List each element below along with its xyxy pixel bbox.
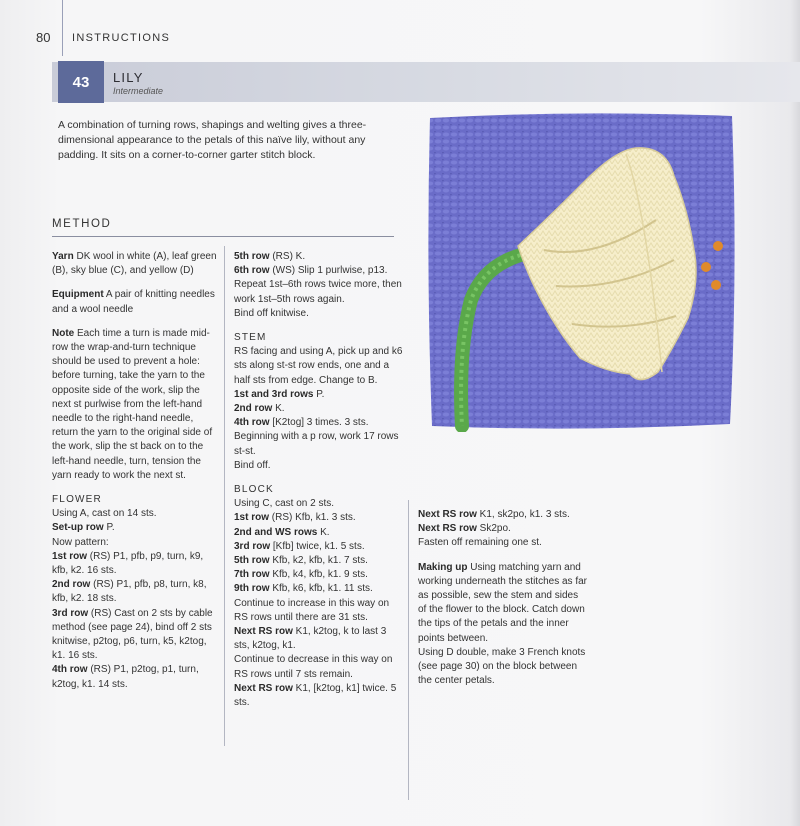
row-label: 5th row bbox=[234, 251, 270, 262]
equipment-text: A pair of knitting needles and a wool needle bbox=[52, 289, 215, 315]
row-text: Sk2po. bbox=[476, 523, 511, 535]
equipment-paragraph bbox=[52, 288, 218, 316]
row-text: K. bbox=[317, 526, 330, 538]
page-number: 80 bbox=[36, 30, 51, 45]
stem-row-2 bbox=[234, 402, 404, 416]
row-label: 4th row bbox=[234, 417, 270, 429]
row-label: 3rd row bbox=[52, 607, 89, 619]
method-rule bbox=[52, 236, 394, 237]
row-text: (RS) K. bbox=[269, 251, 306, 262]
block-cast-on: Using C, cast on 2 sts. bbox=[234, 498, 335, 510]
stem-bind-off: Bind off. bbox=[234, 459, 271, 471]
block-continue-increase: Continue to increase in this way on RS rows until there are 31 sts. bbox=[234, 597, 390, 623]
row-text: (RS) Cast on 2 sts by cable method (see page 24), bind off 2 sts knitwise, p2tog, p6, turn, k5, k2tog, k1. 16 sts. bbox=[52, 607, 213, 662]
block-row-2 bbox=[234, 526, 404, 540]
making-up-text: Using matching yarn and working underneath the stitches as far as possible, sew the stem and sides of the flower to the block. Catch down the tips of the petals and the inner points between. bbox=[418, 561, 587, 644]
flower-row-1 bbox=[52, 550, 218, 578]
row-text: Kfb, k4, kfb, k1. 9 sts. bbox=[269, 569, 368, 581]
column-divider-2 bbox=[408, 500, 409, 800]
stem-row-4 bbox=[234, 416, 404, 430]
row-text: Kfb, k2, kfb, k1. 7 sts. bbox=[269, 555, 368, 567]
now-pattern: Now pattern: bbox=[52, 536, 109, 548]
row-label: 1st row bbox=[234, 512, 270, 524]
row-label: Next RS row bbox=[418, 523, 477, 535]
block-heading: BLOCK bbox=[234, 484, 274, 496]
row-label: 9th row bbox=[234, 583, 270, 595]
french-knots-instruction: Using D double, make 3 French knots (see page 30) on the block between the center petals. bbox=[418, 646, 586, 687]
row-text: K1, [k2tog, k1] twice. 5 sts. bbox=[234, 682, 397, 709]
yarn-label: Yarn bbox=[52, 251, 74, 262]
flower-row-6 bbox=[234, 264, 404, 278]
block-next-rs-3 bbox=[418, 508, 588, 522]
stem-intro: RS facing and using A, pick up and k6 sts along st-st row ends, one and a half sts from edge. Change to B. bbox=[234, 346, 403, 386]
instructions-column-3 bbox=[418, 508, 588, 688]
row-label: 1st and 3rd rows bbox=[234, 388, 314, 400]
row-label: 2nd and WS rows bbox=[234, 526, 318, 538]
pattern-title: LILY bbox=[113, 70, 144, 85]
fasten-off: Fasten off remaining one st. bbox=[418, 537, 542, 549]
row-label: 2nd row bbox=[234, 403, 273, 415]
method-heading: METHOD bbox=[52, 218, 112, 230]
row-text: (RS) Kfb, k1. 3 sts. bbox=[269, 512, 356, 524]
flower-cast-on: Using A, cast on 14 sts. bbox=[52, 508, 157, 520]
row-text: (RS) P1, pfb, p8, turn, k8, kfb, k2. 18 sts. bbox=[52, 579, 207, 605]
row-label: 2nd row bbox=[52, 579, 91, 591]
flower-row-5 bbox=[234, 250, 404, 264]
row-label: 3rd row bbox=[234, 540, 271, 552]
intro-paragraph: A combination of turning rows, shapings and welting gives a three-dimensional appearance to the petals of this naïve lily, without any padding. It sits on a corner-to-corner garter stitch block. bbox=[58, 119, 367, 161]
block-next-rs-4 bbox=[418, 522, 588, 536]
note-label: Note bbox=[52, 327, 75, 339]
block-next-rs-1 bbox=[234, 625, 404, 653]
flower-bind-off: Bind off knitwise. bbox=[234, 307, 309, 319]
equipment-label: Equipment bbox=[52, 289, 104, 301]
pattern-title-group bbox=[113, 70, 163, 96]
row-text: (WS) Slip 1 purlwise, p13. bbox=[269, 265, 388, 277]
row-label: 7th row bbox=[234, 569, 270, 581]
row-text: (RS) P1, p2tog, p1, turn, k2tog, k1. 14 sts. bbox=[52, 664, 199, 690]
flower-row-2 bbox=[52, 578, 218, 606]
row-label: 5th row bbox=[234, 555, 270, 567]
row-label: Next RS row bbox=[234, 682, 293, 694]
row-label: Next RS row bbox=[234, 626, 293, 638]
stem-continue: Beginning with a p row, work 17 rows st-st. bbox=[234, 431, 399, 457]
block-row-5 bbox=[234, 554, 404, 568]
row-text: K. bbox=[272, 403, 285, 415]
stem-row-1-3 bbox=[234, 388, 404, 402]
making-up-label: Making up bbox=[418, 561, 468, 573]
french-knot bbox=[701, 262, 711, 272]
french-knot bbox=[713, 241, 723, 251]
row-text: Kfb, k6, kfb, k1. 11 sts. bbox=[269, 583, 373, 595]
pattern-level: Intermediate bbox=[113, 86, 164, 96]
flower-row-4 bbox=[52, 663, 218, 691]
instructions-column-2 bbox=[234, 250, 404, 710]
note-paragraph bbox=[52, 327, 218, 483]
row-label: 6th row bbox=[234, 265, 270, 277]
row-text: K1, sk2po, k1. 3 sts. bbox=[476, 509, 570, 520]
row-text: [K2tog] 3 times. 3 sts. bbox=[269, 417, 369, 429]
lily-block-photo bbox=[426, 110, 738, 432]
row-text: (RS) P1, pfb, p9, turn, k9, kfb, k2. 16 sts. bbox=[52, 550, 204, 577]
row-label: 1st row bbox=[52, 550, 88, 562]
yarn-paragraph bbox=[52, 250, 218, 278]
note-text: Each time a turn is made mid-row the wrap-and-turn technique should be used to prevent a hole: before turning, take the yarn to the opposite side of the work, slip the next st purlwise from the left-hand needle to the right-hand needle, return the yarn to the original side of the work, slip the st back on to the left-hand needle, turn, tension the yarn ready to work the next st. bbox=[52, 327, 213, 481]
repeat-instruction: Repeat 1st–6th rows twice more, then work 1st–5th rows again. bbox=[234, 279, 402, 305]
row-text: K1, k2tog, k to last 3 sts, k2tog, k1. bbox=[234, 626, 387, 652]
setup-row bbox=[52, 521, 218, 535]
french-knot bbox=[711, 280, 721, 290]
section-title: INSTRUCTIONS bbox=[72, 32, 171, 44]
block-row-7 bbox=[234, 568, 404, 582]
header-divider bbox=[62, 0, 63, 56]
instructions-column-1 bbox=[52, 250, 218, 692]
flower-row-3 bbox=[52, 607, 218, 664]
making-up-paragraph bbox=[418, 561, 588, 646]
block-row-3 bbox=[234, 540, 404, 554]
block-row-1 bbox=[234, 511, 404, 525]
yarn-text: DK wool in white (A), leaf green (B), sky blue (C), and yellow (D) bbox=[52, 251, 217, 277]
block-next-rs-2 bbox=[234, 682, 404, 710]
setup-text: P. bbox=[103, 522, 115, 534]
row-text: P. bbox=[313, 388, 325, 400]
pattern-title-bar bbox=[52, 62, 800, 102]
pattern-number-badge: 43 bbox=[58, 61, 104, 103]
setup-label: Set-up row bbox=[52, 522, 104, 534]
row-label: Next RS row bbox=[418, 509, 477, 520]
flower-heading: FLOWER bbox=[52, 494, 102, 506]
block-row-9 bbox=[234, 582, 404, 596]
block-continue-decrease: Continue to decrease in this way on RS rows until 7 sts remain. bbox=[234, 654, 393, 680]
column-divider-1 bbox=[224, 246, 225, 746]
row-label: 4th row bbox=[52, 664, 88, 676]
row-text: [Kfb] twice, k1. 5 sts. bbox=[270, 540, 365, 552]
stem-heading: STEM bbox=[234, 332, 267, 344]
